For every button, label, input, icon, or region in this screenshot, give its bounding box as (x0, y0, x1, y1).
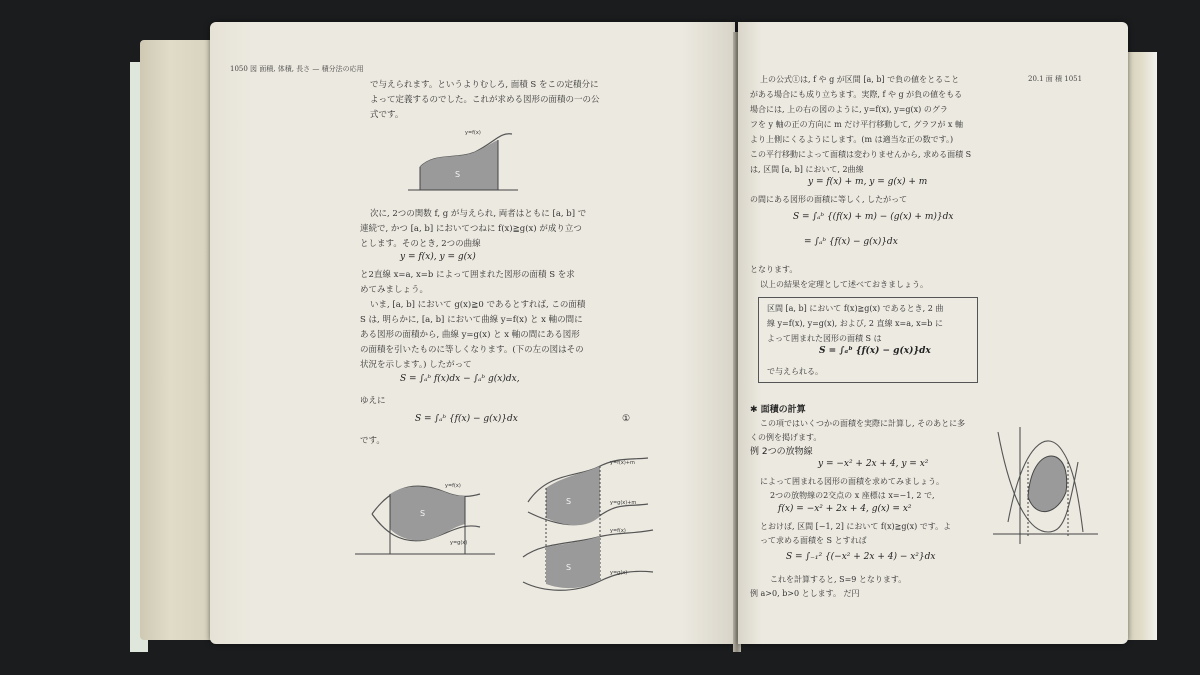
left-para2-line: とします。そのとき, 2つの曲線 (360, 239, 481, 249)
example-1-fg: f(x) = −x² + 2x + 4, g(x) = x² (778, 504, 912, 514)
right-intro-line: この平行移動によって面積は変わりませんから, 求める面積 S (750, 150, 972, 159)
left-para2-line: 次に, 2つの関数 f, g が与えられ, 両者はともに [a, b] で (370, 209, 587, 219)
section-line: この項ではいくつかの面積を実際に計算し, そのあとに多 (760, 419, 966, 428)
conclusion-line: 以上の結果を定理として述べておきましょう。 (760, 280, 928, 289)
right-intro-line: より上側にくるようにします。(m は適当な正の数です。) (750, 135, 954, 144)
fig-right-s-top: S (566, 497, 572, 506)
fig-right-g2-label: y=g(x) (610, 570, 628, 576)
example-1-line: 2つの放物線の2交点の x 座標は x=−1, 2 で, (770, 491, 935, 500)
left-para3-line: S は, 明らかに, [a, b] において曲線 y=f(x) と x 軸の間に (360, 315, 583, 325)
fig-right-s-bottom: S (566, 563, 572, 572)
fig-top-label: y=f(x) (465, 130, 481, 136)
example-2-line: 例 a>0, b>0 とします。 だ円 (750, 589, 860, 598)
shift-equation: y = f(x) + m, y = g(x) + m (808, 177, 928, 187)
example-1-more: とおけば, 区間 [−1, 2] において f(x)≧g(x) です。よ (760, 522, 952, 531)
left-para3-line: と2直線 x=a, x=b によって囲まれた図形の面積 S を求 (360, 270, 575, 280)
page-stack-right (1125, 52, 1157, 640)
curves-equation: y = f(x), y = g(x) (400, 252, 476, 262)
theorem-end: で与えられる。 (767, 367, 823, 376)
right-intro-line: 上の公式①は, f や g が区間 [a, b] で負の値をとること (760, 75, 960, 84)
theorem-line: 線 y=f(x), y=g(x), および, 2 直線 x=a, x=b に (767, 319, 943, 328)
fig-left-g-label: y=g(x) (450, 540, 468, 546)
left-para3-line: いま, [a, b] において g(x)≧0 であるとすれば, この面積 (370, 300, 586, 310)
example-1-equation: y = −x² + 2x + 4, y = x² (818, 459, 929, 469)
between-line: の間にある図形の面積に等しく, したがって (750, 195, 908, 204)
right-intro-line: 場合には, 上の右の図のように, y=f(x), y=g(x) のグラ (750, 105, 948, 114)
equation-1: S = ∫ₐᵇ f(x)dx − ∫ₐᵇ g(x)dx, (400, 374, 520, 384)
right-page-header: 20.1 面 積 1051 (1028, 75, 1083, 83)
left-intro-line: よって定義するのでした。これが求める図形の面積の一の公 (370, 95, 600, 105)
theorem-line: よって囲まれた図形の面積 S は (767, 334, 882, 343)
fig-right-f2-label: y=f(x) (610, 528, 626, 534)
left-intro-line: で与えられます。というよりむしろ, 面積 S をこの定積分に (370, 80, 599, 90)
example-1-line: によって囲まれる図形の面積を求めてみましょう。 (760, 477, 944, 486)
theorem-line: 区間 [a, b] において f(x)≧g(x) であるとき, 2 曲 (767, 304, 944, 313)
example-1-more: って求める面積を S とすれば (760, 536, 867, 545)
right-intro-line: がある場合にも成り立ちます。実際, f や g が負の値をもる (750, 90, 963, 99)
shift-integral-1: S = ∫ₐᵇ {(f(x) + m) − (g(x) + m)}dx (793, 212, 954, 222)
left-para3-line: の面積を引いたものに等しくなります。(下の左の図はその (360, 345, 584, 355)
equation-2-number: ① (622, 414, 631, 424)
fig-left-s: S (420, 509, 426, 518)
example-1-title: 例 2つの放物線 (750, 447, 813, 457)
left-page (210, 22, 735, 644)
section-line: くの例を掲げます。 (750, 433, 822, 442)
left-para2-line: 連続で, かつ [a, b] においてつねに f(x)≧g(x) が成り立つ (360, 224, 582, 234)
area-figure-left (350, 452, 500, 562)
example-1-integral: S = ∫₋₁² {(−x² + 2x + 4) − x²}dx (786, 552, 936, 562)
right-intro-line: フを y 軸の正の方向に m だけ平行移動して, グラフが x 軸 (750, 120, 963, 129)
theorem-box (758, 297, 978, 383)
parabola-figure (988, 422, 1103, 552)
fig-s-label: S (455, 170, 461, 179)
shift-integral-2: = ∫ₐᵇ {f(x) − g(x)}dx (804, 237, 898, 247)
theorem-equation: S = ∫ₐᵇ {f(x) − g(x)}dx (819, 346, 931, 356)
left-intro-line: 式です。 (370, 110, 404, 120)
equation-2: S = ∫ₐᵇ {f(x) − g(x)}dx (415, 414, 518, 424)
left-para3-line: ある図形の面積から, 曲線 y=g(x) と x 軸の間にある図形 (360, 330, 580, 340)
conclusion-line: となります。 (750, 265, 798, 274)
area-figure-top (400, 122, 525, 197)
desu-label: です。 (360, 436, 385, 446)
right-intro-line: は, 区間 [a, b] において, 2曲線 (750, 165, 864, 174)
right-page (738, 22, 1128, 644)
yue-label: ゆえに (360, 396, 386, 406)
area-figure-right (518, 452, 658, 602)
section-title: ✱ 面積の計算 (750, 405, 806, 415)
fig-left-f-label: y=f(x) (445, 483, 461, 489)
fig-right-f-label: y=f(x)+m (610, 460, 635, 466)
fig-right-g-label: y=g(x)+m (610, 500, 637, 506)
page-stack-left (140, 40, 215, 640)
open-book (140, 22, 1083, 647)
example-1-result: これを計算すると, S=9 となります。 (770, 575, 907, 584)
left-page-header: 1050 図 面積, 体積, 長さ — 積分法の応用 (230, 65, 364, 73)
left-para3-line: 状況を示します。) したがって (360, 360, 472, 370)
left-para3-line: めてみましょう。 (360, 285, 429, 295)
